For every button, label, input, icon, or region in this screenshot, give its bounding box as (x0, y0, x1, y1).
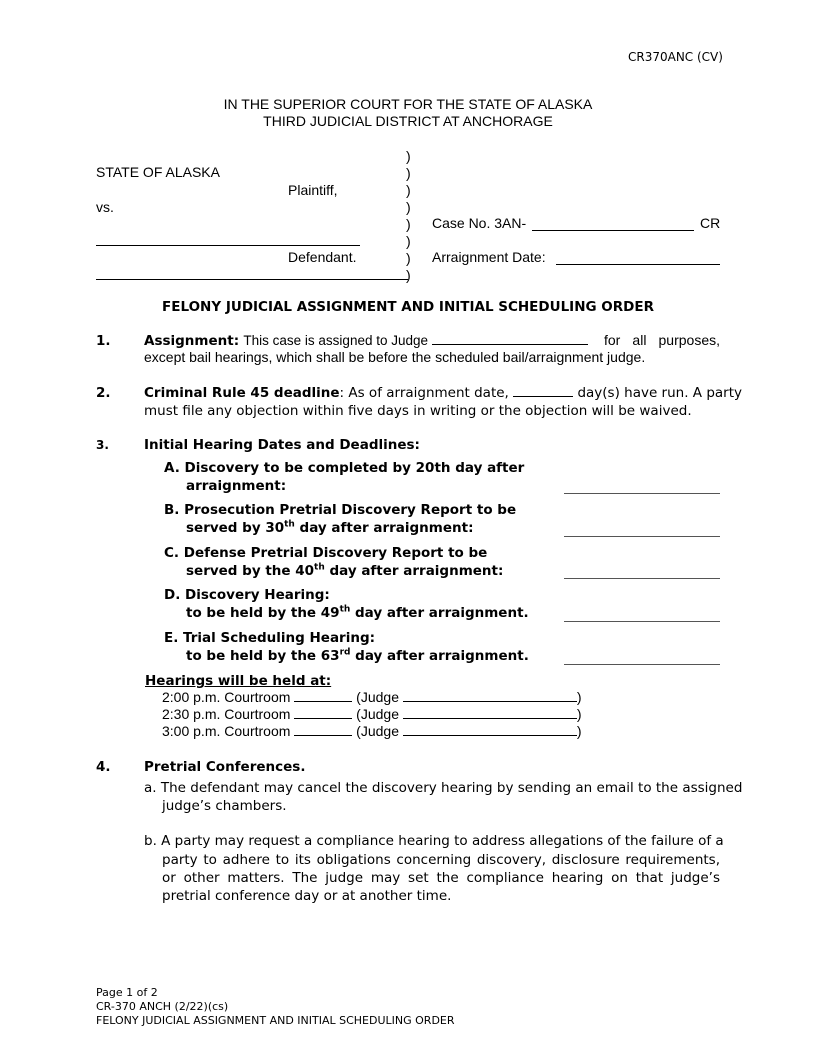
footer-form: CR-370 ANCH (2/22)(cs) (96, 1000, 229, 1013)
plaintiff-name: STATE OF ALASKA (96, 164, 220, 180)
hearings-heading: Hearings will be held at: (145, 673, 332, 689)
deadline-a-line-2: arraignment: (186, 478, 287, 494)
deadline-d-line-1: D. Discovery Hearing: (164, 587, 330, 603)
caption-paren: ) (406, 250, 411, 266)
section-number: 1. (96, 333, 111, 349)
form-code: CR370ANC (CV) (628, 50, 723, 64)
judge-field[interactable] (403, 701, 577, 702)
deadline-e-line-2: to be held by the 63rd day after arraignment. (186, 647, 529, 664)
defendant-name-line[interactable] (96, 245, 360, 246)
deadline-e-date-field[interactable] (564, 664, 720, 665)
rule-45-text: : As of arraignment date, (339, 385, 509, 401)
caption-paren: ) (406, 148, 411, 164)
courtroom-field[interactable] (294, 735, 352, 736)
judge-field[interactable] (403, 735, 577, 736)
deadline-c-line-1: C. Defense Pretrial Discovery Report to be (164, 545, 488, 561)
plaintiff-label: Plaintiff, (288, 182, 338, 198)
paragraph-b-rest: party to adhere to its obligations concerning discovery, disclosure requirements, or other matters. The judge may set the compliance hearing on that judge’s pretrial conference day or at another time. (162, 852, 720, 904)
case-number-field[interactable] (532, 230, 694, 231)
courtroom-field[interactable] (294, 701, 352, 702)
rule-45-line-2: must file any objection within five days in writing or the objection will be waived. (144, 403, 692, 419)
defendant-label: Defendant. (288, 249, 357, 265)
assignment-text-tail: for all purposes, (604, 332, 720, 348)
courtroom-field[interactable] (294, 718, 352, 719)
section-number: 3. (96, 438, 109, 452)
footer-title: FELONY JUDICIAL ASSIGNMENT AND INITIAL SCHEDULING ORDER (96, 1014, 455, 1027)
deadline-c-line-2: served by the 40th day after arraignment: (186, 562, 504, 579)
deadline-b-line-1: B. Prosecution Pretrial Discovery Report to be (164, 502, 517, 518)
paragraph-b-line-1: b. A party may request a compliance hearing to address allegations of the failure of a (144, 833, 724, 849)
rule-45-text-tail: day(s) have run. A party (577, 385, 743, 401)
hearing-dates-heading: Initial Hearing Dates and Deadlines: (144, 437, 420, 453)
pretrial-heading: Pretrial Conferences. (144, 759, 306, 775)
court-line-2: THIRD JUDICIAL DISTRICT AT ANCHORAGE (263, 113, 553, 129)
caption-paren: ) (406, 267, 411, 283)
hearing-row-3: 3:00 p.m. Courtroom (Judge ) (162, 723, 582, 739)
paragraph-a-line-1: a. The defendant may cancel the discovery hearing by sending an email to the assigned (144, 780, 743, 796)
caption-bottom-line (96, 279, 408, 280)
hearing-row-2: 2:30 p.m. Courtroom (Judge ) (162, 706, 582, 722)
assignment-text: This case is assigned to Judge (243, 333, 429, 348)
caption-paren: ) (406, 233, 411, 249)
footer-page: Page 1 of 2 (96, 986, 158, 999)
rule-45-heading: Criminal Rule 45 deadline (144, 385, 340, 401)
judge-field[interactable] (403, 718, 577, 719)
caption-paren: ) (406, 216, 411, 232)
assignment-line-2: except bail hearings, which shall be before the scheduled bail/arraignment judge. (144, 349, 646, 365)
hearing-row-1: 2:00 p.m. Courtroom (Judge ) (162, 689, 582, 705)
document-title: FELONY JUDICIAL ASSIGNMENT AND INITIAL SCHEDULING ORDER (162, 299, 654, 315)
deadline-b-date-field[interactable] (564, 536, 720, 537)
arraignment-date-field[interactable] (556, 264, 720, 265)
case-suffix: CR (700, 215, 721, 231)
caption-paren: ) (406, 165, 411, 181)
section-number: 2. (96, 385, 111, 401)
court-line-1: IN THE SUPERIOR COURT FOR THE STATE OF ALASKA (223, 96, 593, 112)
caption-paren: ) (406, 199, 411, 215)
deadline-a-date-field[interactable] (564, 493, 720, 494)
deadline-c-date-field[interactable] (564, 578, 720, 579)
case-number-label: Case No. 3AN- (432, 215, 527, 231)
section-number: 4. (96, 759, 111, 775)
deadline-a-line-1: A. Discovery to be completed by 20th day after (164, 460, 525, 476)
arraignment-date-label: Arraignment Date: (432, 249, 546, 265)
caption-paren: ) (406, 182, 411, 198)
versus-label: vs. (96, 199, 114, 215)
paragraph-a-line-2: judge’s chambers. (162, 798, 287, 814)
assignment-heading: Assignment: (144, 333, 240, 349)
deadline-d-date-field[interactable] (564, 621, 720, 622)
days-run-field[interactable] (513, 396, 573, 397)
judge-name-field[interactable] (432, 344, 588, 345)
deadline-d-line-2: to be held by the 49th day after arraignment. (186, 604, 529, 621)
deadline-e-line-1: E. Trial Scheduling Hearing: (164, 630, 376, 646)
deadline-b-line-2: served by 30th day after arraignment: (186, 519, 474, 536)
